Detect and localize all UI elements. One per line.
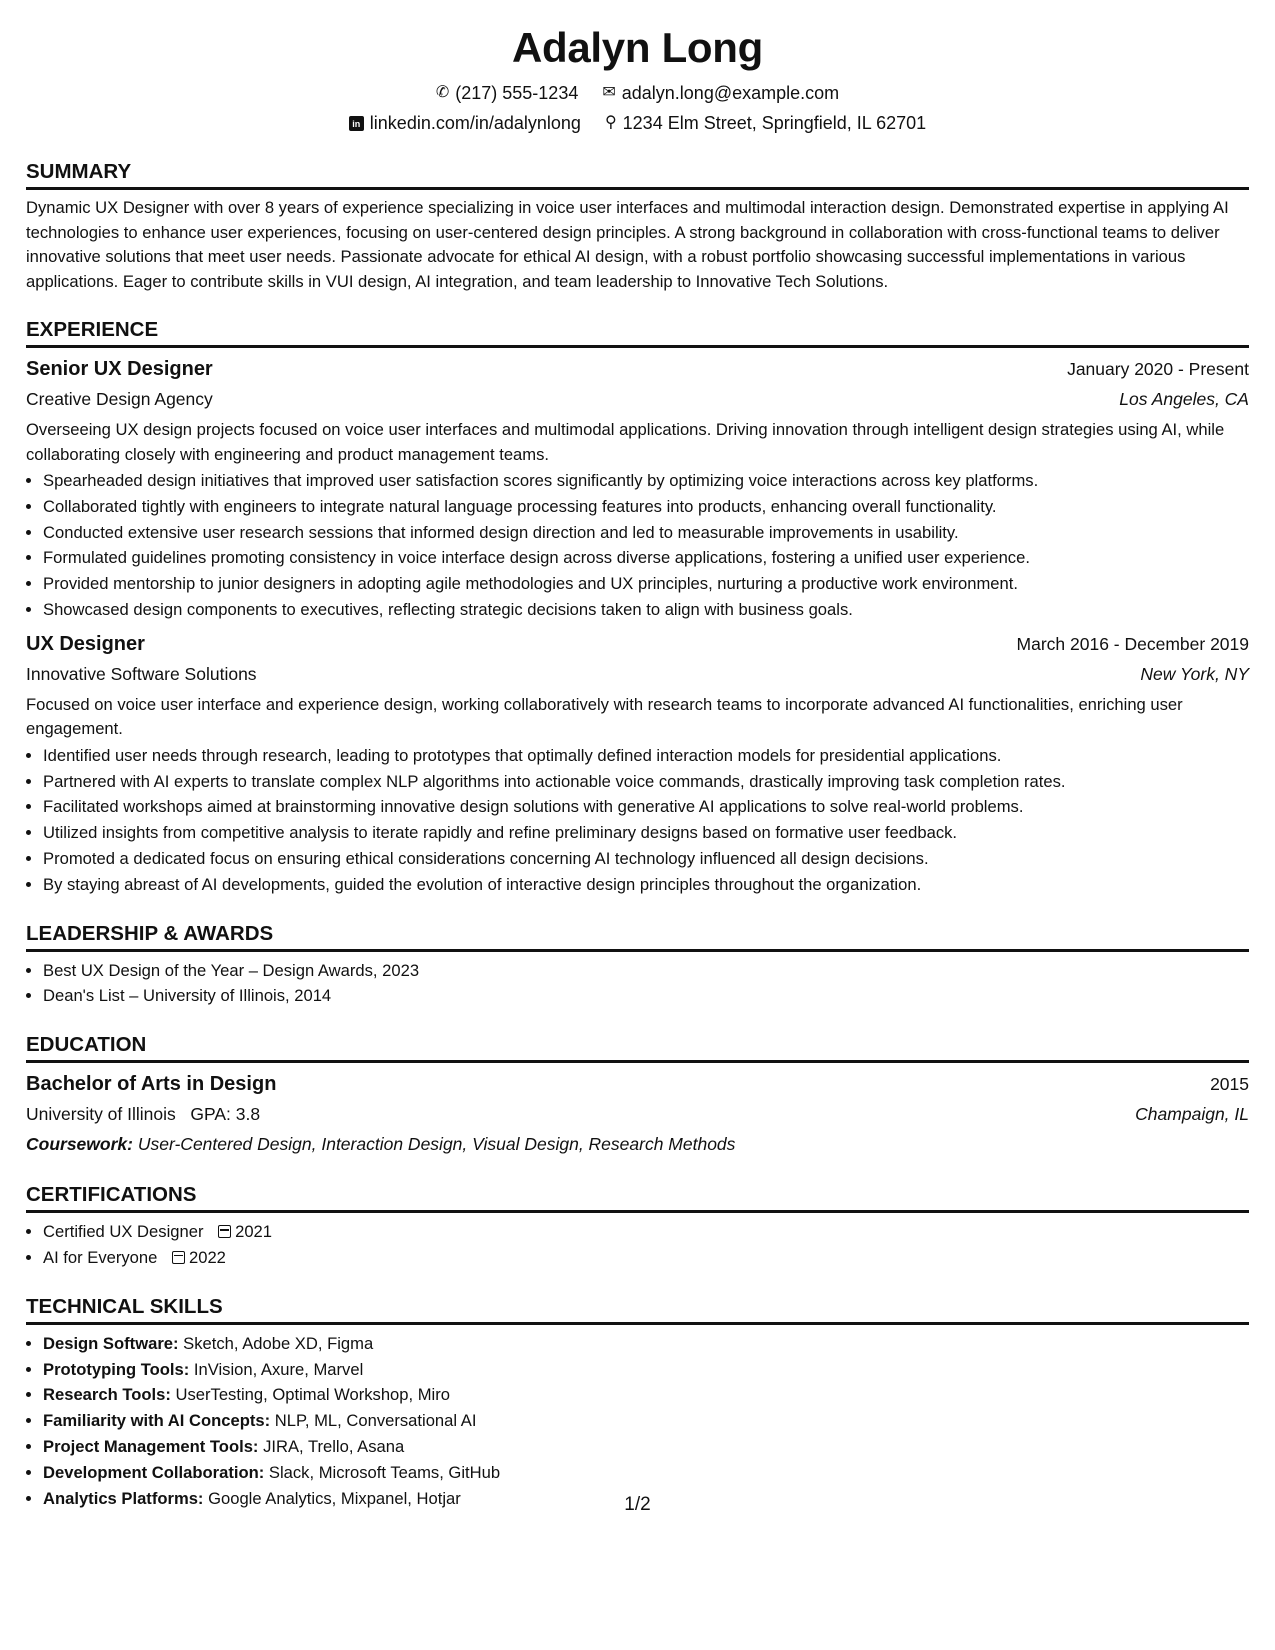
job-location: New York, NY bbox=[1140, 663, 1249, 684]
summary-heading: SUMMARY bbox=[26, 158, 1249, 190]
map-pin-icon: ⚲ bbox=[604, 114, 617, 131]
leadership-list bbox=[26, 958, 1249, 1010]
list-item: • Dean's List – University of Illinois, 2014 bbox=[43, 983, 1249, 1009]
skill-label: Research Tools: bbox=[43, 1385, 171, 1405]
skill-value: InVision, Axure, Marvel bbox=[193, 1359, 364, 1379]
job-entry bbox=[26, 354, 1249, 623]
coursework-label: Coursework: bbox=[26, 1134, 133, 1155]
skills-list bbox=[26, 1331, 1249, 1512]
coursework-line bbox=[26, 1129, 1249, 1159]
list-item bbox=[43, 1460, 1249, 1486]
linkedin-text[interactable]: linkedin.com/in/adalynlong bbox=[369, 113, 581, 133]
job-company: Creative Design Agency bbox=[26, 389, 213, 409]
skill-value: NLP, ML, Conversational AI bbox=[274, 1411, 477, 1431]
skill-label: Development Collaboration: bbox=[43, 1462, 265, 1482]
cert-year-wrap bbox=[172, 1248, 226, 1267]
contact-row-1 bbox=[26, 80, 1249, 106]
certifications-heading: CERTIFICATIONS bbox=[26, 1181, 1249, 1213]
list-item: • Promoted a dedicated focus on ensuring ethical considerations concerning AI technology influenced all design decisions. bbox=[43, 846, 1249, 872]
list-item: • Spearheaded design initiatives that improved user satisfaction scores significantly by optimizing voice interactions across key platforms. bbox=[43, 468, 1249, 494]
job-location: Los Angeles, CA bbox=[1119, 389, 1249, 409]
job-title: Senior UX Designer bbox=[26, 358, 213, 380]
email-text[interactable]: adalyn.long@example.com bbox=[621, 83, 840, 103]
list-item bbox=[43, 1408, 1249, 1434]
list-item: • Formulated guidelines promoting consistency in voice interface design across diverse applications, fostering a unified user experience. bbox=[43, 545, 1249, 571]
job-description: Overseeing UX design projects focused on voice user interfaces and multimodal applications. Driving innovation through intelligent design strategies using AI, while collaborating closely with engineering and product management teams. bbox=[26, 420, 1225, 464]
list-item: • Facilitated workshops aimed at brainstorming innovative design solutions with generative AI applications to solve real-world problems. bbox=[43, 794, 1249, 820]
envelope-icon: ✉ bbox=[602, 84, 616, 101]
list-item bbox=[43, 1382, 1249, 1408]
skill-value: Slack, Microsoft Teams, GitHub bbox=[268, 1462, 501, 1482]
degree-title: Bachelor of Arts in Design bbox=[26, 1073, 277, 1096]
job-description: Focused on voice user interface and experience design, working collaboratively with research teams to incorporate advanced AI functionalities, enriching user engagement. bbox=[26, 694, 1183, 739]
job-dates: January 2020 - Present bbox=[1067, 359, 1249, 379]
calendar-icon bbox=[218, 1225, 231, 1238]
job-entry bbox=[26, 629, 1249, 898]
cert-name: AI for Everyone bbox=[43, 1247, 158, 1267]
list-item: • Provided mentorship to junior designers in adopting agile methodologies and UX principles, nurturing a productive work environment. bbox=[43, 571, 1249, 597]
phone-icon: ✆ bbox=[435, 84, 450, 101]
certifications-list bbox=[26, 1219, 1249, 1271]
resume-page bbox=[26, 0, 1249, 1650]
job-bullets bbox=[26, 743, 1249, 898]
cert-year-wrap bbox=[218, 1222, 272, 1241]
job-dates: March 2016 - December 2019 bbox=[1016, 633, 1249, 654]
summary-text: Dynamic UX Designer with over 8 years of experience specializing in voice user interfaces and multimodal interaction design. Demonstrated expertise in applying AI technologies to enhance user experiences, focusing on user-centered design principles. A strong background in collaboration with cross-functional teams to deliver innovative solutions that meet user needs. Passionate advocate for ethical AI design, with a robust portfolio showcasing successful implementations in various applications. Eager to contribute skills in VUI design, AI integration, and team leadership to Innovative Tech Solutions. bbox=[26, 198, 1229, 291]
skill-label: Design Software: bbox=[43, 1333, 179, 1353]
list-item bbox=[43, 1331, 1249, 1357]
leadership-heading: LEADERSHIP & AWARDS bbox=[26, 920, 1249, 952]
job-title: UX Designer bbox=[26, 632, 145, 655]
linkedin-icon: in bbox=[349, 116, 364, 131]
calendar-icon bbox=[172, 1251, 185, 1264]
contact-row-2 bbox=[26, 110, 1249, 136]
linkedin-contact[interactable] bbox=[349, 110, 581, 136]
experience-heading: EXPERIENCE bbox=[26, 316, 1249, 348]
list-item bbox=[43, 1219, 1249, 1245]
skill-label: Familiarity with AI Concepts: bbox=[43, 1411, 271, 1431]
job-bullets bbox=[26, 468, 1249, 623]
skill-label: Analytics Platforms: bbox=[43, 1488, 204, 1508]
coursework-text: User-Centered Design, Interaction Design, Visual Design, Research Methods bbox=[137, 1134, 736, 1155]
list-item bbox=[43, 1434, 1249, 1460]
skill-value: UserTesting, Optimal Workshop, Miro bbox=[175, 1385, 450, 1405]
list-item bbox=[43, 1245, 1249, 1271]
phone-contact bbox=[436, 80, 579, 106]
skills-heading: TECHNICAL SKILLS bbox=[26, 1293, 1249, 1325]
list-item: • Conducted extensive user research sessions that informed design direction and led to measurable improvements in usability. bbox=[43, 520, 1249, 546]
list-item: • Identified user needs through research, leading to prototypes that optimally defined interaction models for presidential applications. bbox=[43, 743, 1249, 769]
job-company: Innovative Software Solutions bbox=[26, 663, 257, 684]
list-item bbox=[43, 1357, 1249, 1383]
candidate-name: Adalyn Long bbox=[511, 24, 764, 71]
address-text: 1234 Elm Street, Springfield, IL 62701 bbox=[622, 113, 927, 133]
gpa: GPA: 3.8 bbox=[190, 1104, 261, 1125]
list-item: • Best UX Design of the Year – Design Awards, 2023 bbox=[43, 958, 1249, 984]
cert-name: Certified UX Designer bbox=[43, 1222, 204, 1242]
list-item: • Collaborated tightly with engineers to integrate natural language processing features into products, enhancing overall functionality. bbox=[43, 494, 1249, 520]
list-item: • Showcased design components to executives, reflecting strategic decisions taken to align with business goals. bbox=[43, 597, 1249, 623]
cert-year: 2021 bbox=[235, 1222, 273, 1242]
skill-label: Prototyping Tools: bbox=[43, 1359, 190, 1379]
skill-label: Project Management Tools: bbox=[43, 1436, 259, 1456]
education-heading: EDUCATION bbox=[26, 1031, 1249, 1063]
graduation-year: 2015 bbox=[1210, 1074, 1249, 1095]
email-contact[interactable] bbox=[602, 80, 839, 106]
skill-value: JIRA, Trello, Asana bbox=[263, 1436, 405, 1456]
cert-year: 2022 bbox=[189, 1247, 226, 1267]
address-contact bbox=[605, 110, 926, 136]
skill-value: Google Analytics, Mixpanel, Hotjar bbox=[208, 1488, 461, 1508]
page-number: 1/2 bbox=[624, 1494, 651, 1515]
list-item: • Utilized insights from competitive analysis to iterate rapidly and refine preliminary designs based on formative user feedback. bbox=[43, 820, 1249, 846]
school-name: University of Illinois bbox=[26, 1104, 176, 1125]
phone-text: (217) 555-1234 bbox=[455, 83, 579, 103]
list-item: • Partnered with AI experts to translate complex NLP algorithms into actionable voice commands, drastically improving task completion rates. bbox=[43, 769, 1249, 795]
school-line bbox=[26, 1099, 260, 1129]
skill-value: Sketch, Adobe XD, Figma bbox=[183, 1333, 374, 1353]
school-location: Champaign, IL bbox=[1135, 1104, 1249, 1125]
list-item: • By staying abreast of AI developments, guided the evolution of interactive design principles throughout the organization. bbox=[43, 872, 1249, 898]
